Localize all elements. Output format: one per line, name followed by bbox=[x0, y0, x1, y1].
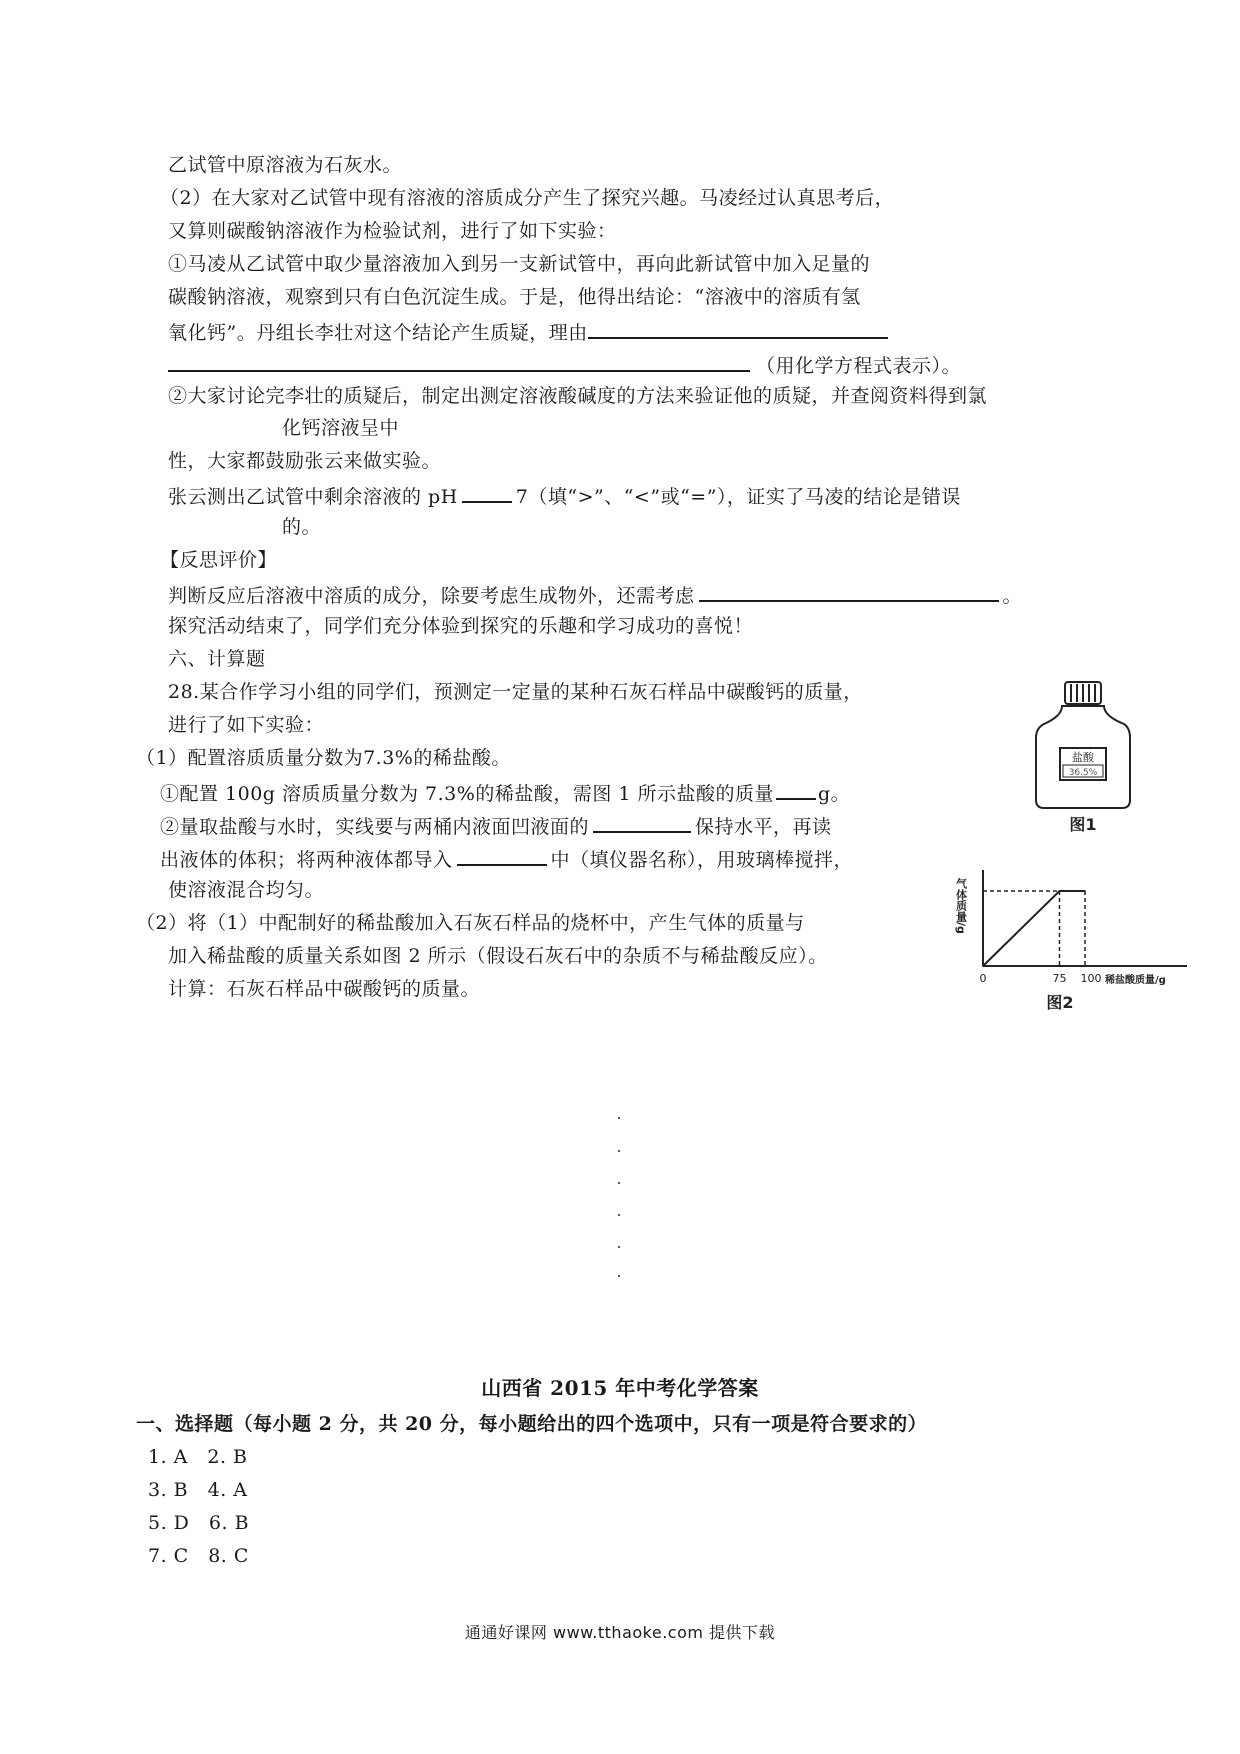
data-point bbox=[982, 965, 984, 967]
text-segment: 。 bbox=[1002, 585, 1023, 607]
answer-title: 山西省 2015 年中考化学答案 bbox=[481, 1376, 759, 1400]
text-segment: 保持水平，再读 bbox=[695, 816, 832, 838]
text-line: 又算则碳酸钠溶液作为检验试剂，进行了如下实验： bbox=[168, 220, 617, 242]
text-line: 乙试管中原溶液为石灰水。 bbox=[168, 154, 403, 176]
answer-blank[interactable] bbox=[699, 580, 999, 602]
answer-row: 5. D 6. B bbox=[148, 1512, 250, 1534]
text-segment: 出液体的体积；将两种液体都导入 bbox=[160, 849, 453, 871]
text-segment: 氧化钙”。丹组长李壮对这个结论产生质疑，理由 bbox=[168, 322, 588, 344]
footer-text: 通通好课网 www.tthaoke.com 提供下载 bbox=[464, 1623, 776, 1642]
answer-section-heading: 一、选择题（每小题 2 分，共 20 分，每小题给出的四个选项中，只有一项是符合要求的） bbox=[136, 1413, 928, 1435]
x-tick-75: 75 bbox=[1052, 972, 1067, 985]
answer-blank[interactable] bbox=[457, 844, 547, 866]
answer-blank[interactable] bbox=[588, 317, 888, 339]
text-line: （2）将（1）中配制好的稀盐酸加入石灰石样品的烧杯中，产生气体的质量与 bbox=[136, 912, 805, 934]
decorative-dot bbox=[618, 1246, 620, 1248]
text-segment: 7（填“>”、“<”或“=”），证实了马凌的结论是错误 bbox=[515, 486, 961, 508]
text-line: 探究活动结束了，同学们充分体验到探究的乐趣和学习成功的喜悦！ bbox=[168, 615, 754, 637]
decorative-dot bbox=[618, 1150, 620, 1152]
question-line bbox=[168, 317, 888, 346]
decorative-dot bbox=[618, 1214, 620, 1216]
data-point bbox=[1084, 890, 1086, 892]
bottle-label-conc: 36.5% bbox=[1068, 768, 1098, 778]
answer-row: 1. A 2. B bbox=[148, 1446, 248, 1468]
question-line bbox=[160, 811, 832, 840]
answer-row: 3. B 4. A bbox=[148, 1479, 248, 1501]
answer-blank[interactable] bbox=[168, 350, 750, 372]
text-segment: 判断反应后溶液中溶质的成分，除要考虑生成物外，还需考虑 bbox=[168, 585, 695, 607]
decorative-dot bbox=[618, 1275, 620, 1277]
figure-1-bottle bbox=[1030, 680, 1140, 840]
data-point bbox=[1059, 890, 1061, 892]
text-line: 计算：石灰石样品中碳酸钙的质量。 bbox=[168, 978, 481, 1000]
bottle-label-name: 盐酸 bbox=[1072, 751, 1094, 764]
text-line: （1）配置溶质质量分数为7.3%的稀盐酸。 bbox=[136, 747, 511, 769]
text-line: 使溶液混合均匀。 bbox=[168, 879, 325, 901]
text-line: 碳酸钠溶液，观察到只有白色沉淀生成。于是，他得出结论：“溶液中的溶质有氢 bbox=[168, 286, 861, 308]
series-line bbox=[983, 891, 1085, 966]
figure-2-caption: 图2 bbox=[1046, 993, 1074, 1012]
x-tick-0: 0 bbox=[979, 972, 987, 985]
text-line: 进行了如下实验： bbox=[168, 714, 325, 736]
section-heading: 六、计算题 bbox=[168, 648, 266, 670]
x-axis-label: 稀盐酸质量/g bbox=[1105, 975, 1166, 986]
y-axis-label: 气体质量/g bbox=[955, 878, 968, 934]
text-segment: 张云测出乙试管中剩余溶液的 pH bbox=[168, 486, 458, 508]
text-segment: ①配置 100g 溶质质量分数为 7.3%的稀盐酸，需图 1 所示盐酸的质量 bbox=[160, 783, 774, 805]
bottle-icon bbox=[1036, 682, 1130, 808]
text-line: 性，大家都鼓励张云来做实验。 bbox=[168, 450, 442, 472]
text-line: （2）在大家对乙试管中现有溶液的溶质成分产生了探究兴趣。马凌经过认真思考后， bbox=[160, 187, 895, 209]
decorative-dot bbox=[618, 1117, 620, 1119]
text-segment: ②量取盐酸与水时，实线要与两桶内液面凹液面的 bbox=[160, 816, 590, 838]
text-segment: g。 bbox=[818, 783, 851, 805]
text-line: 的。 bbox=[282, 516, 322, 538]
figure-1-caption: 图1 bbox=[1069, 815, 1097, 834]
x-tick-100: 100 bbox=[1080, 972, 1102, 985]
question-line bbox=[160, 844, 853, 873]
figure-2-chart bbox=[955, 858, 1205, 1028]
text-line: 化钙溶液呈中 bbox=[282, 417, 400, 439]
answer-blank[interactable] bbox=[593, 811, 691, 833]
question-line bbox=[160, 778, 850, 807]
text-line: ②大家讨论完李壮的质疑后，制定出测定溶液酸碱度的方法来验证他的质疑，并查阅资料得到氯 bbox=[168, 385, 988, 407]
question-line bbox=[168, 481, 961, 510]
answer-blank[interactable] bbox=[462, 481, 512, 503]
text-line: ①马凌从乙试管中取少量溶液加入到另一支新试管中，再向此新试管中加入足量的 bbox=[168, 253, 871, 275]
text-line: 加入稀盐酸的质量关系如图 2 所示（假设石灰石中的杂质不与稀盐酸反应）。 bbox=[168, 945, 828, 967]
decorative-dot bbox=[618, 1182, 620, 1184]
question-line: 28.某合作学习小组的同学们，预测定一定量的某种石灰石样品中碳酸钙的质量， bbox=[168, 681, 863, 703]
question-line bbox=[168, 350, 961, 379]
answer-blank[interactable] bbox=[776, 778, 816, 800]
answer-row: 7. C 8. C bbox=[148, 1545, 249, 1567]
section-heading: 【反思评价】 bbox=[160, 549, 278, 571]
text-segment: 中（填仪器名称），用玻璃棒搅拌， bbox=[550, 849, 854, 871]
question-line bbox=[168, 580, 1022, 609]
text-segment: （用化学方程式表示）。 bbox=[756, 355, 962, 377]
